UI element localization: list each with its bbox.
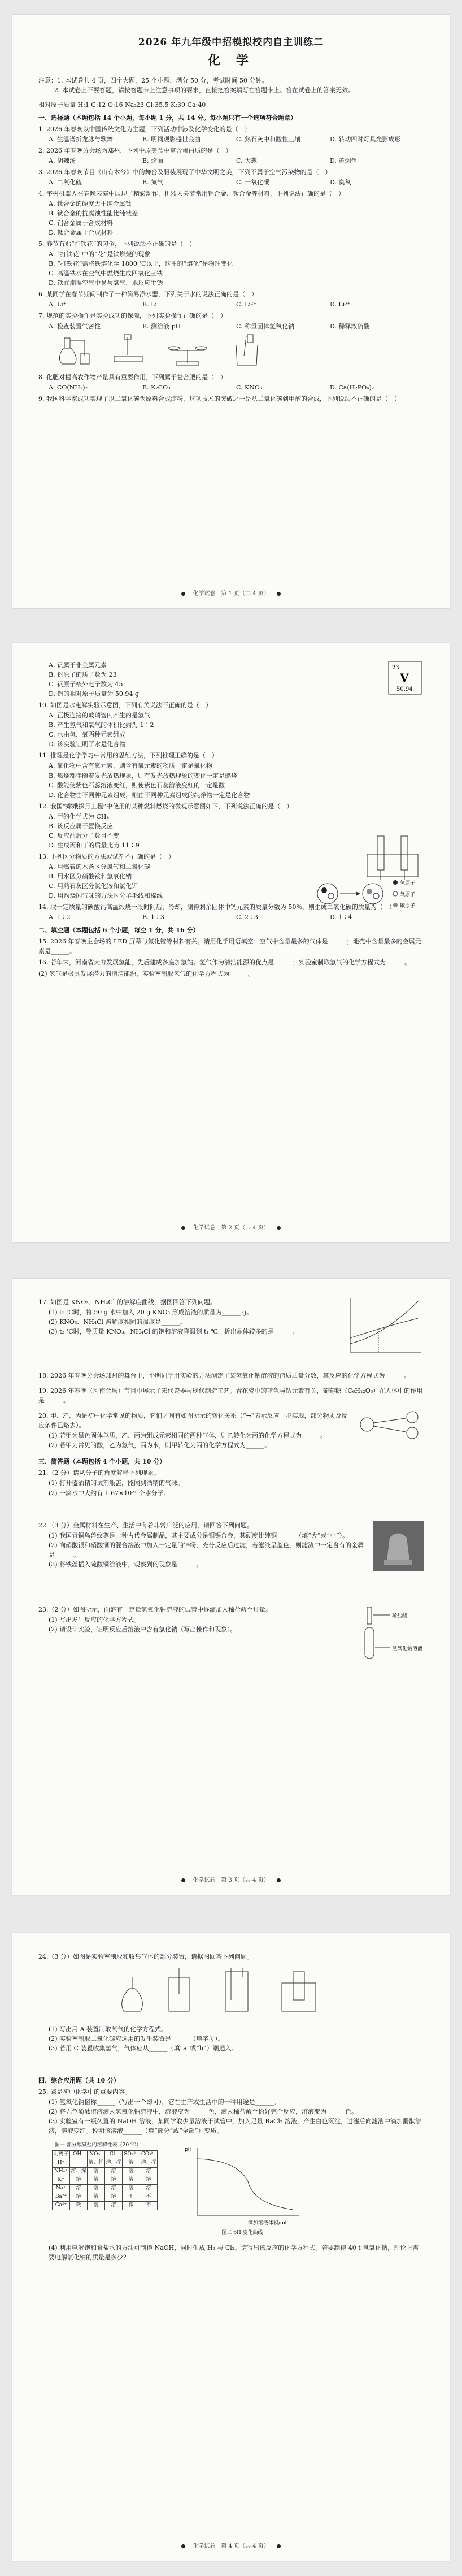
answer-option: B. 1 ∶ 3 [142, 913, 164, 921]
table-cell [70, 2159, 88, 2168]
answer-option: A. 用燃着的木条区分氮气和二氧化碳 [49, 863, 150, 871]
q15: 15. 2026 年春晚主会场的 LED 屏幕与氮化镓等材料有关。请用化学用语填空：空气中含量最多的气体是______；地壳中含量最多的金属元素是______。 [38, 938, 421, 955]
table-cell: 溶、挥 [70, 2168, 88, 2176]
table-cell: 不 [140, 2202, 158, 2210]
answer-option: C. 2 ∶ 3 [236, 913, 258, 921]
answer-option: C. 高温铁水在空气中燃烧生成四氧化三铁 [49, 270, 163, 278]
q24a: (1) 写出用 A 装置制取氧气的化学方程式。 [49, 2025, 168, 2033]
answer-option: D. 1 ∶ 4 [330, 913, 352, 921]
answer-option: A. 二氧化硫 [49, 178, 82, 186]
answer-option: A. “打铁花”中的“花”是铁燃烧的现象 [49, 250, 151, 258]
element-mass: 50.94 [396, 686, 413, 692]
s1-options-3 [38, 199, 424, 237]
table-cell: Ba²⁺ [53, 2193, 70, 2202]
answer-option: D. 黄焖鱼 [330, 157, 358, 164]
table-cell: 溶 [123, 2159, 140, 2168]
answer-option: D. 生成丙和丁的质量比为 11∶9 [49, 841, 140, 849]
exam-page-1 [12, 15, 450, 608]
p2-question-5: 14. 取一定质量的碳酸钙高温煅烧一段时间后，冷却，测得剩余固体中钙元素的质量分数为 50%，则生成二氧化碳的质量为（ ） [38, 903, 395, 911]
table-cell: 溶 [88, 2176, 105, 2185]
table-cell: 溶 [123, 2168, 140, 2176]
q25d: (4) 利用电解饱和食盐水的方法可制得 NaOH，同时生成 H₂ 与 Cl₂。请写出该反应的化学方程式。若要制得 40 t 氢氧化钠，理论上需要电解氯化钠的质量是多少？ [49, 2244, 419, 2261]
answer-option: B. Li [142, 301, 157, 309]
answer-option: C. 用熟石灰区分氯化铵和氯化钾 [49, 882, 138, 890]
star-icon [277, 1226, 281, 1230]
q23b: (2) 请设计实验，证明反应后溶液中含有氯化钠（写出操作和现象）。 [49, 1625, 237, 1633]
table-cell: 溶、挥 [88, 2159, 105, 2168]
table-row [53, 2185, 158, 2193]
answer-option: D. 该实验证明了水是化合物 [49, 741, 126, 748]
flask-icon [52, 334, 91, 367]
q23: 23.（2 分）如图所示，向盛有一定量氢氧化钠溶液的试管中逐滴加入稀盐酸至过量。 [38, 1605, 272, 1613]
star-icon [181, 592, 185, 596]
s1-question-0: 1. 2026 年春晚以中国传统文化为主题，下列活动中涉及化学变化的是（ ） [38, 125, 251, 133]
answer-option: B. 产生氢气和氧气的体积比约为 1∶2 [49, 721, 154, 729]
answer-option: A. 正极连接的玻璃管内产生的是氢气 [49, 712, 150, 720]
answer-option: C. 钒原子核外电子数为 45 [49, 681, 123, 689]
p2-options-5 [38, 912, 424, 922]
q20a: (1) 若甲为黑色固体单质，乙、丙为组成元素相同的两种气体，则乙转化为丙的化学方程式为______。 [49, 1432, 327, 1440]
table-cell: Na⁺ [53, 2185, 70, 2193]
q22c: (3) 将铁丝插入硫酸铜溶液中，观察到的现象是______。 [49, 1560, 203, 1568]
section-3-heading: 三、简答题（本题包括 4 个小题，共 10 分） [38, 1458, 166, 1466]
answer-option: B. 钒原子的质子数为 23 [49, 671, 117, 679]
test-tube-icon [356, 1605, 424, 1661]
s1-question-8: 9. 我国科学家成功实现了以二氧化碳为原料合成淀粉，这项技术的突破之一是从二氧化碳到甲醇的合成，下列说法不正确的是（ ） [38, 395, 400, 403]
legend-atom-1: 氢原子 [400, 881, 416, 887]
p2-question-3: 12. 我国“嫦娥探月工程”中使用的某种燃料燃烧的微观示意图如下，下列说法正确的是（ ） [38, 802, 293, 810]
table-cell: 溶 [123, 2176, 140, 2185]
p2-options-2 [38, 761, 424, 799]
table-cell: K⁺ [53, 2176, 70, 2185]
answer-option: A. Li⁺ [49, 301, 67, 309]
answer-option: D. 用灼烧闻气味的方法区分羊毛线和棉线 [49, 892, 163, 900]
table-row [53, 2202, 158, 2210]
table-cell: Ca²⁺ [53, 2202, 70, 2210]
element-box-icon [387, 660, 424, 696]
answer-option: D. 化合物由不同种元素组成，则由不同种元素组成的纯净物一定是化合物 [49, 791, 250, 799]
p2-question-2: 11. 推理是化学学习中常用的思维方法，下列推理正确的是（ ） [38, 752, 218, 760]
table-body [53, 2159, 158, 2210]
section-1-heading: 一、选择题（本题包括 14 个小题，每小题 1 分，共 14 分。每小题只有一个选项符合题意） [38, 114, 297, 122]
q17c: (3) t₂ ℃时，等质量 KNO₃、NH₄Cl 的饱和溶液降温到 t₁ ℃，析出晶体较多的是______。 [49, 1328, 299, 1336]
figure-airtightness [52, 334, 91, 371]
star-icon [181, 1878, 185, 1882]
answer-option: A. 胡辣汤 [49, 157, 76, 164]
star-icon [181, 1226, 185, 1230]
q24c: (3) 若用 C 装置收集氢气，气体应从______（填“a”或“b”）端通入。 [49, 2045, 238, 2053]
label-naoh: 氢氧化钠溶液 [392, 1646, 423, 1652]
q23a: (1) 写出发生反应的化学方程式。 [49, 1616, 141, 1623]
table-cell: 溶 [140, 2176, 158, 2185]
footer-text: 化学试卷 第 1 页（共 4 页） [193, 590, 269, 597]
s1-question-1: 2. 2026 年春晚分会场为郑州，下列中原美食中富含蛋白质的是（ ） [38, 146, 232, 154]
transform-icon [356, 1410, 424, 1439]
beaker-icon [227, 334, 267, 367]
answer-option: D. 钒的相对原子质量为 50.94 g [49, 690, 139, 698]
answer-option: D. 铁在潮湿空气中易与氧气、水反应生锈 [49, 279, 163, 287]
s1-options-6 [38, 322, 424, 331]
answer-option: A. CO(NH₂)₂ [49, 384, 88, 392]
bronze-photo [373, 1521, 424, 1574]
answer-option: D. 臭氧 [330, 178, 351, 186]
table-cell: 溶 [105, 2168, 123, 2176]
q16: 16. 若年末，河南省大力发展氢能，先后建成多座加氢站。氢气作为清洁能源的优点是______；实验室制取氢气的化学方程式为______。 [38, 959, 411, 967]
table-header-cell: CO₃²⁻ [140, 2151, 158, 2159]
q25c: (3) 实验室有一瓶久置的 NaOH 溶液，某同学取少量溶液于试管中，加入足量 BaCl₂ 溶液，产生白色沉淀，过滤后向滤液中滴加酚酞溶液，溶液变红。说明该溶液______（填“部分”或“全部”）变质。 [49, 2118, 421, 2135]
figure-ph-test [108, 334, 148, 371]
s1-options-4 [38, 249, 424, 288]
ph-xlabel: 滴加溶液体积/mL [248, 2220, 288, 2226]
exam-page-2 [12, 643, 450, 1242]
answer-option: D. Ca(H₂PO₄)₂ [330, 384, 374, 392]
s1-options-0 [38, 135, 424, 144]
figure-balance [165, 334, 210, 371]
answer-option: C. 反应前后分子数目不变 [49, 832, 120, 839]
table-cell: 溶 [88, 2202, 105, 2210]
answer-option: A. 检查装置气密性 [49, 322, 101, 330]
answer-option: C. 称量固体氢氧化钠 [236, 322, 295, 330]
ph-paper-icon [108, 334, 148, 367]
q19: 19. 2026 年春晚（河南会场）节目中展示了宋代瓷器与现代制造工艺。青花瓷中的蓝色与钴元素有关，葡萄糖（C₆H₁₂O₆）在人体中的作用是______。 [38, 1387, 423, 1405]
answer-option: A. 氧化物中含有氧元素，则含有氧元素的物质一定是氧化物 [49, 762, 212, 770]
s1-question-2: 3. 2026 年春晚节目《山有木兮》中的舞台及服装展现了中华文明之美，下列不属于空气污染物的是（ ） [38, 168, 332, 176]
q18: 18. 2026 年春晚分会场郑州的舞台上，小明同学用实验的方法测定了某氢氧化钠溶液的溶质质量分数，其反应的化学方程式为______。 [38, 1372, 410, 1380]
table-cell: 溶、挥 [140, 2159, 158, 2168]
answer-option: C. KNO₃ [236, 384, 263, 392]
s1-question-6: 7. 规范的实验操作是实验成功的保障，下列实验操作正确的是（ ） [38, 312, 226, 320]
q22: 22.（3 分）金属材料在生产、生活中有着非常广泛的应用，请回答下列问题。 [38, 1521, 253, 1529]
table-cell: 溶 [88, 2193, 105, 2202]
transform-diagram [356, 1410, 424, 1441]
answer-option: A. 钒属于非金属元素 [49, 661, 107, 669]
answer-option: B. 氮气 [142, 178, 164, 186]
star-icon [277, 1878, 281, 1882]
vanadium-element-card [387, 660, 424, 699]
answer-option: D. 稀释浓硫酸 [330, 322, 370, 330]
s1-options-1 [38, 156, 424, 166]
footer-text: 化学试卷 第 2 页（共 4 页） [193, 1224, 269, 1231]
q17: 17. 如图是 KNO₃、NH₄Cl 的溶解度曲线，据图回答下列问题。 [38, 1298, 216, 1306]
s1-options-2 [38, 177, 424, 187]
q25b: (2) 将无色酚酞溶液滴入氢氧化钠溶液中，溶液变为______色，滴入稀盐酸至恰好完全反应，溶液变为______色。 [49, 2108, 358, 2116]
notice-line-1: 注意：1. 本试卷共 4 页，四个大题，25 个小题，满分 50 分，考试时间 50 分钟。 [38, 77, 268, 85]
apparatus-icon [112, 1966, 350, 2017]
q22a: (1) 我国青铜鸟兽纹尊是一种古代金属制品，其主要成分是铜锡合金，其硬度比纯铜______（填“大”或“小”）。 [49, 1531, 349, 1539]
subject-title: 化 学 [208, 53, 254, 68]
table-header-cell: NO₃⁻ [88, 2151, 105, 2159]
answer-option: C. 一氧化碳 [236, 178, 270, 186]
q25-figures [38, 2142, 424, 2237]
ph-ylabel: pH [185, 2146, 192, 2153]
q21a: (1) 打开盛酒精的试剂瓶盖，能闻到酒精的气味。 [49, 1479, 184, 1487]
q20: 20. 甲、乙、丙是初中化学常见的物质，它们之间有如图所示的转化关系（“→”表示反应一步实现，部分物质及反应条件已略去）。 [38, 1412, 348, 1430]
solubility-chart [339, 1296, 424, 1358]
table-cell: 溶 [88, 2168, 105, 2176]
answer-option: A. 1 ∶ 2 [49, 913, 71, 921]
ph-chart-block [180, 2142, 304, 2237]
table-cell: 溶 [105, 2193, 123, 2202]
table-cell: 微 [123, 2202, 140, 2210]
footer-text: 化学试卷 第 4 页（共 4 页） [193, 2543, 269, 2549]
star-icon [277, 592, 281, 596]
q24: 24.（3 分）如图是实验室制取和收集气体的部分装置，请据图回答下列问题。 [38, 1953, 253, 1960]
legend-atom-2: 氧原子 [400, 892, 416, 898]
legend-atom-3: 碳原子 [400, 903, 416, 910]
answer-option: C. Li²⁺ [236, 301, 257, 309]
figure-dilution [227, 334, 267, 371]
table-cell: 溶 [88, 2185, 105, 2193]
element-number: 23 [392, 665, 399, 671]
table-cell: 溶 [105, 2185, 123, 2193]
p2-options-0 [38, 660, 424, 699]
q17a: (1) t₁ ℃时，将 50 g 水中加入 20 g KNO₃ 形成溶液的质量为______ g。 [49, 1309, 253, 1317]
exam-page-4 [12, 1933, 450, 2561]
answer-option: B. 该反应属于置换反应 [49, 822, 114, 830]
p2-question-1: 10. 如图是水电解实验示意图，下列有关说法不正确的是（ ） [38, 702, 212, 709]
q25: 25. 碱是初中化学中的重要内容。 [38, 2088, 131, 2096]
s1-options-7 [38, 383, 424, 392]
solubility-curve-figure [339, 1296, 424, 1361]
chart-title: 图二 pH 变化曲线 [221, 2229, 263, 2236]
q24b: (2) 实验室制取二氧化碳应选用的发生装置是______（填字母）。 [49, 2035, 224, 2043]
table-cell: 不 [123, 2193, 140, 2202]
s1-question-7: 8. 化肥对提高农作物产量具有重要作用，下列属于复合肥的是（ ） [38, 374, 226, 382]
solubility-table [52, 2150, 158, 2210]
table-row [53, 2193, 158, 2202]
section-4-heading: 四、综合应用题（共 10 分） [38, 2077, 120, 2085]
notice-block [38, 76, 424, 95]
s1-options-5 [38, 300, 424, 309]
answer-option: D. 钛合金属于合成材料 [49, 229, 114, 237]
table-header-cell: OH⁻ [70, 2151, 88, 2159]
table-header-cell: 阴离子 [53, 2151, 70, 2159]
table-cell: 溶 [70, 2176, 88, 2185]
table-cell: 溶 [123, 2185, 140, 2193]
table-row [53, 2176, 158, 2185]
table-cell: 溶 [140, 2185, 158, 2193]
exam-title: 2026 年九年级中招模拟校内自主训练二 [138, 37, 324, 48]
table-cell: H⁺ [53, 2159, 70, 2168]
page-footer-2 [12, 1224, 450, 1233]
p2-options-1 [38, 711, 424, 749]
answer-option: C. 大葱 [236, 157, 258, 164]
apparatus-figure [38, 1966, 424, 2020]
answer-option: C. 酸能使紫色石蕊溶液变红，则使紫色石蕊溶液变红的一定是酸 [49, 781, 225, 789]
answer-option: B. 测溶液 pH [142, 322, 181, 330]
answer-option: D. Li³⁺ [330, 301, 351, 309]
table-cell: 溶 [140, 2168, 158, 2176]
element-symbol: V [400, 671, 409, 685]
star-icon [277, 2544, 281, 2548]
p2-question-4: 13. 下列区分物质的方法或试剂不正确的是（ ） [38, 852, 175, 860]
answer-option: B. 用水区分硝酸铵和氢氧化钠 [49, 872, 132, 880]
titration-figure [356, 1605, 424, 1664]
page-footer-3 [12, 1876, 450, 1885]
q25a: (1) 氢氧化钠俗称______（写出一个即可），它在生产或生活中的一种用途是______。 [49, 2098, 280, 2106]
table-row [53, 2168, 158, 2176]
section-1-questions-continued [38, 373, 424, 404]
q16b: (2) 氢气是极具发展潜力的清洁能源，实验室制取氢气的化学方程式为______。 [38, 970, 255, 978]
answer-option: D. 转动四时灯具光影成形 [330, 135, 401, 143]
s1-question-5: 6. 某同学在春节期间制作了一种简易净水器，下列关于水的说法正确的是（ ） [38, 291, 258, 298]
bronze-vessel-icon [373, 1521, 424, 1571]
answer-option: A. 甲的化学式为 CH₄ [49, 812, 109, 820]
section-1-questions [38, 124, 424, 331]
ph-chart [180, 2142, 304, 2227]
s1-question-4: 5. 春节有贴“打铁花”的习俗，下列说法不正确的是（ ） [38, 240, 196, 248]
atomic-masses: 相对原子质量 H:1 C:12 O:16 Na:23 Cl:35.5 K:39 Ca:40 [38, 101, 206, 109]
page-footer-4 [12, 2542, 450, 2551]
table-cell: 溶、挥 [105, 2159, 123, 2168]
table-cell: NH₄⁺ [53, 2168, 70, 2176]
page-footer-1 [12, 590, 450, 599]
q21b: (2) 一滴水中大约有 1.67×10²¹ 个水分子。 [49, 1489, 170, 1497]
answer-option: B. 明祠观影盛世金曲 [142, 135, 201, 143]
answer-option: C. 铝合金属于合成材料 [49, 219, 114, 227]
table-header-cell: Cl⁻ [105, 2151, 123, 2159]
q7-figures [38, 334, 424, 371]
answer-option: C. 熟石灰中和酸性土壤 [236, 135, 301, 143]
table-cell: 溶 [105, 2176, 123, 2185]
star-icon [181, 2544, 185, 2548]
table-header-cell: SO₄²⁻ [123, 2151, 140, 2159]
table-header-row [53, 2151, 158, 2159]
table-cell: 不 [140, 2193, 158, 2202]
answer-option: A. 生温谱折龙脉与歌舞 [49, 135, 113, 143]
solubility-table-block [38, 2142, 158, 2211]
table-title: 图一 部分酸碱盐的溶解性表（20 ℃） [54, 2142, 142, 2148]
table-cell: 溶 [70, 2193, 88, 2202]
section-2-heading: 二、填空题（本题包括 6 个小题，每空 1 分，共 16 分） [38, 927, 199, 934]
table-cell: 溶 [70, 2185, 88, 2193]
q22b: (2) 向硝酸银和硝酸铜的混合溶液中加入一定量的锌粉，充分反应后过滤，若滤液呈蓝色，则滤渣中一定含有的金属是______。 [49, 1541, 364, 1558]
footer-text: 化学试卷 第 3 页（共 4 页） [193, 1877, 269, 1884]
answer-option: C. 水由氢、氧两种元素组成 [49, 731, 126, 739]
s1-question-3: 4. 宇树机器人在春晚表演中展现了精彩动作，机器人关节常用铝合金、钛合金等材料，下列说法正确的是（ ） [38, 189, 345, 197]
q17b: (2) KNO₃、NH₄Cl 溶解度相同的温度是______。 [49, 1318, 186, 1326]
answer-option: B. 烩面 [142, 157, 164, 164]
answer-option: A. 钛合金的硬度大于纯金属钛 [49, 200, 132, 207]
q20b: (2) 若甲为常见的酸，乙为氢气，丙为水，则甲转化为丙的化学方程式为______。 [49, 1441, 271, 1449]
table-cell: 溶 [105, 2202, 123, 2210]
table-row [53, 2159, 158, 2168]
exam-page-3 [12, 1279, 450, 1895]
table-cell: 微 [70, 2202, 88, 2210]
answer-option: B. K₂CO₃ [142, 384, 171, 392]
notice-line-2: 2. 本试卷上不要答题，请按答题卡上注意事项的要求，直接把答案填写在答题卡上。答在试卷上的答案无效。 [54, 86, 354, 94]
answer-option: B. “打铁花”需将铁熔化至 1800 ℃以上，这里的“熔化”是物理变化 [49, 260, 233, 268]
label-hcl: 稀盐酸 [392, 1613, 408, 1619]
answer-option: B. 燃烧都伴随着发光放热现象，则有发光放热现象的变化一定是燃烧 [49, 772, 238, 780]
q21: 21.（2 分）请从分子的角度解释下列现象。 [38, 1469, 160, 1477]
answer-option: B. 钛合金的抗腐蚀性能比纯钛差 [49, 210, 138, 217]
balance-icon [165, 334, 210, 367]
